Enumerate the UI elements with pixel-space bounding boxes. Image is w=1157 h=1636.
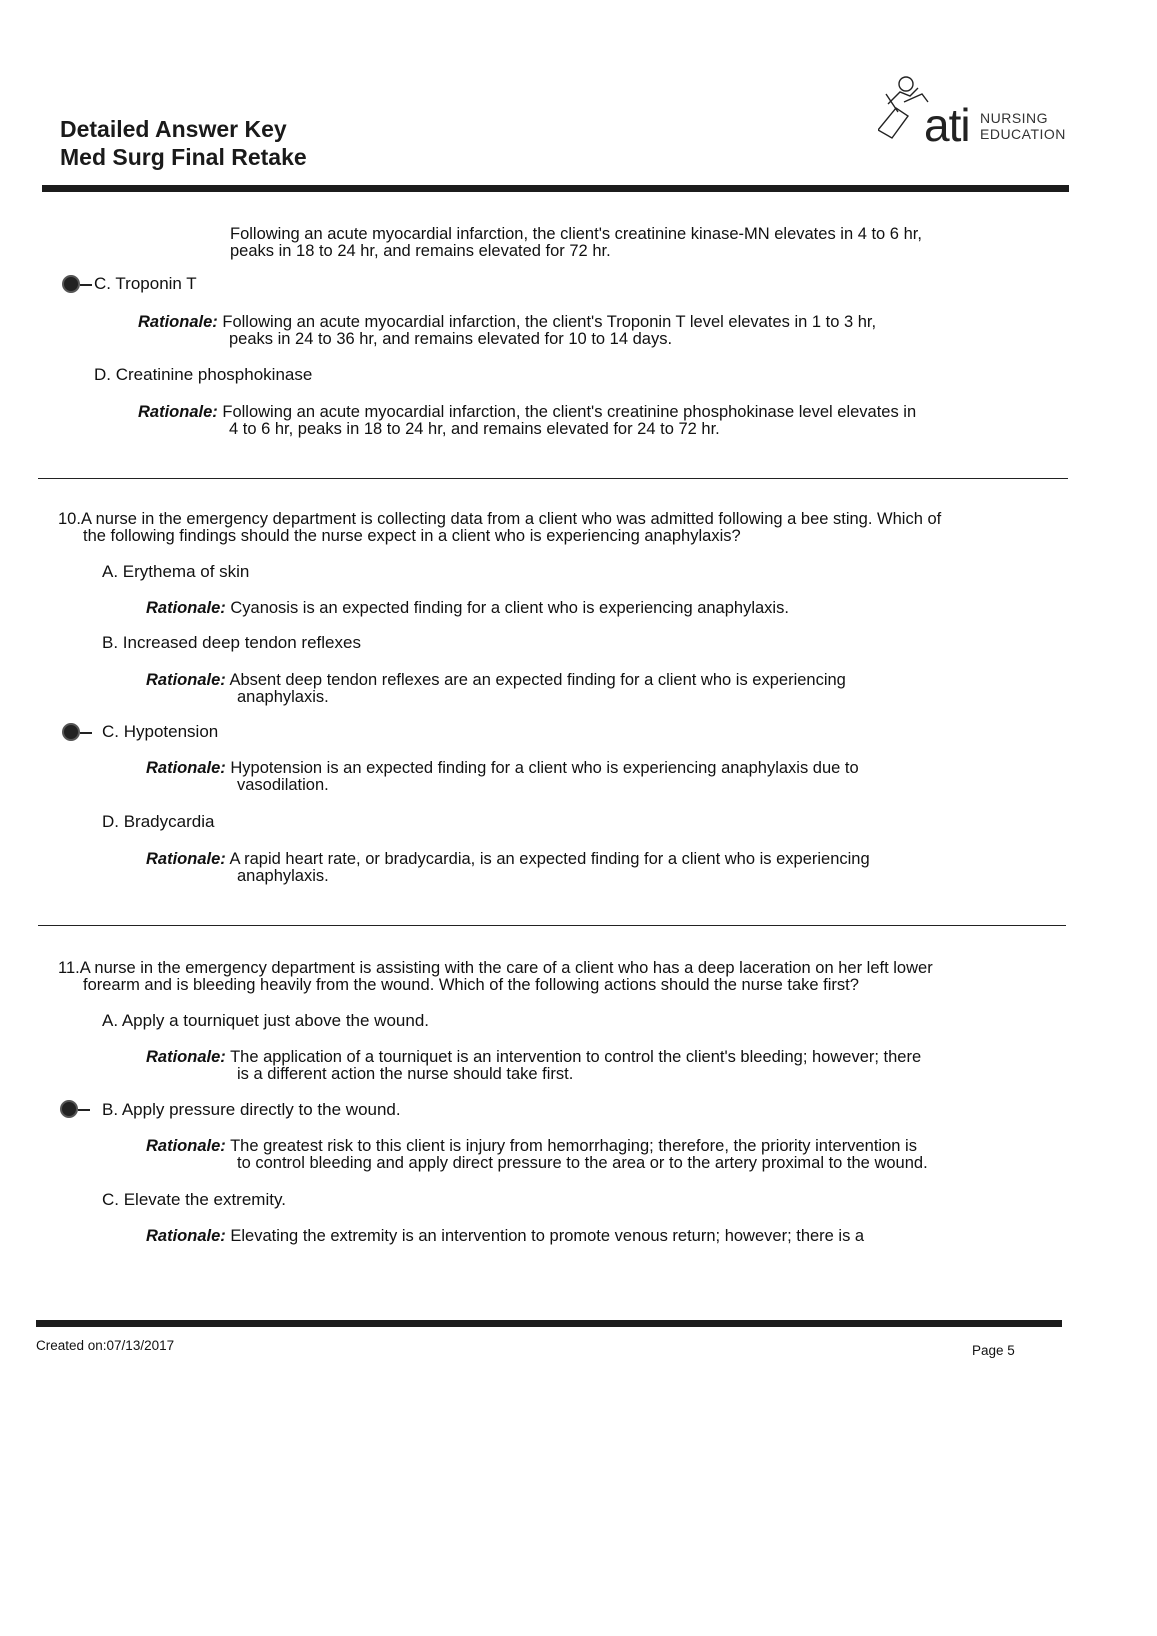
created-date: Created on:07/13/2017 [36,1338,175,1353]
q10-option-c: C. Hypotension [102,722,219,741]
logo-text [980,110,1066,142]
rationale-line: Hypotension is an expected finding for a client who is experiencing anaphylaxis due to [230,759,859,777]
q11-c-rationale [146,1228,864,1245]
rationale-line: peaks in 24 to 36 hr, and remains elevated for 10 to 14 days. [229,330,673,348]
rationale-line: Following an acute myocardial infarction, the client's Troponin T level elevates in 1 to 3 hr, [222,313,877,331]
rationale-label: Rationale: [146,599,226,617]
stem-line: the following findings should the nurse expect in a client who is experiencing anaphylaxis? [83,527,741,545]
stem-line: forearm and is bleeding heavily from the wound. Which of the following actions should the nurse take first? [83,976,859,994]
page-number: Page 5 [972,1343,1015,1358]
logo-line-1: NURSING [980,110,1049,126]
q11-b-rationale [146,1138,928,1172]
ati-logo [878,72,1078,172]
rationale-label: Rationale: [138,313,218,331]
q9-b-rationale [230,226,922,260]
rationale-line: The greatest risk to this client is injury from hemorrhaging; therefore, the priority intervention is [230,1137,917,1155]
rationale-line: is a different action the nurse should take first. [237,1065,574,1083]
rationale-line: Elevating the extremity is an intervention to promote venous return; however; there is a [230,1227,865,1245]
rationale-line: anaphylaxis. [237,867,329,885]
correct-answer-pointer [80,732,92,734]
rationale-line: Absent deep tendon reflexes are an expected finding for a client who is experiencing [229,671,846,689]
rationale-line: 4 to 6 hr, peaks in 18 to 24 hr, and remains elevated for 24 to 72 hr. [229,420,720,438]
correct-answer-icon [62,723,80,741]
q11-option-a: A. Apply a tourniquet just above the wound. [102,1011,430,1030]
rationale-line: A rapid heart rate, or bradycardia, is an expected finding for a client who is experiencing [229,850,870,868]
rationale-label: Rationale: [146,1137,226,1155]
stem-line: A nurse in the emergency department is assisting with the care of a client who has a deep laceration on her left lower [79,959,933,977]
rationale-line: Following an acute myocardial infarction, the client's creatinine phosphokinase level elevates in [222,403,917,421]
logo-line-2: EDUCATION [980,126,1066,142]
q10-c-rationale [146,760,859,794]
rationale-line: to control bleeding and apply direct pressure to the area or to the artery proximal to the wound. [237,1154,928,1172]
q11-stem [58,960,933,994]
footer-rule [36,1320,1062,1327]
q9-option-c: C. Troponin T [94,274,197,293]
header-rule [42,185,1069,192]
title-line-1: Detailed Answer Key [60,116,287,142]
rationale-label: Rationale: [146,1048,226,1066]
stem-line: A nurse in the emergency department is collecting data from a client who was admitted following a bee sting. Which of [80,510,942,528]
q11-a-rationale [146,1049,921,1083]
rationale-label: Rationale: [138,403,218,421]
q10-stem [58,511,941,545]
q9-d-rationale [138,404,916,438]
q10-option-d: D. Bradycardia [102,812,215,831]
q10-b-rationale [146,672,846,706]
q10-a-rationale [146,600,789,617]
question-divider [38,478,1068,479]
question-divider [38,925,1066,926]
question-number: 10. [58,510,81,528]
correct-answer-icon [62,275,80,293]
rationale-label: Rationale: [146,1227,226,1245]
correct-answer-pointer [80,284,92,286]
q11-option-b: B. Apply pressure directly to the wound. [102,1100,401,1119]
correct-answer-icon [60,1100,78,1118]
q10-option-a: A. Erythema of skin [102,562,250,581]
rationale-line: peaks in 18 to 24 hr, and remains elevated for 72 hr. [230,242,611,260]
rationale-line: vasodilation. [237,776,329,794]
rationale-label: Rationale: [146,850,226,868]
rationale-line: The application of a tourniquet is an intervention to control the client's bleeding; however; there [230,1048,922,1066]
rationale-line: Following an acute myocardial infarction, the client's creatinine kinase-MN elevates in 4 to 6 hr, [230,225,922,243]
q10-d-rationale [146,851,870,885]
rationale-line: anaphylaxis. [237,688,329,706]
rationale-label: Rationale: [146,759,226,777]
question-number: 11. [58,959,80,977]
title-line-2: Med Surg Final Retake [60,144,307,170]
q10-option-b: B. Increased deep tendon reflexes [102,633,361,652]
q11-option-c: C. Elevate the extremity. [102,1190,286,1209]
q9-option-d: D. Creatinine phosphokinase [94,365,313,384]
document-title [60,115,307,171]
q9-c-rationale [138,314,876,348]
rationale-line: Cyanosis is an expected finding for a client who is experiencing anaphylaxis. [230,599,789,617]
rationale-label: Rationale: [146,671,226,689]
logo-mark: ati [924,99,970,151]
correct-answer-pointer [78,1109,90,1111]
